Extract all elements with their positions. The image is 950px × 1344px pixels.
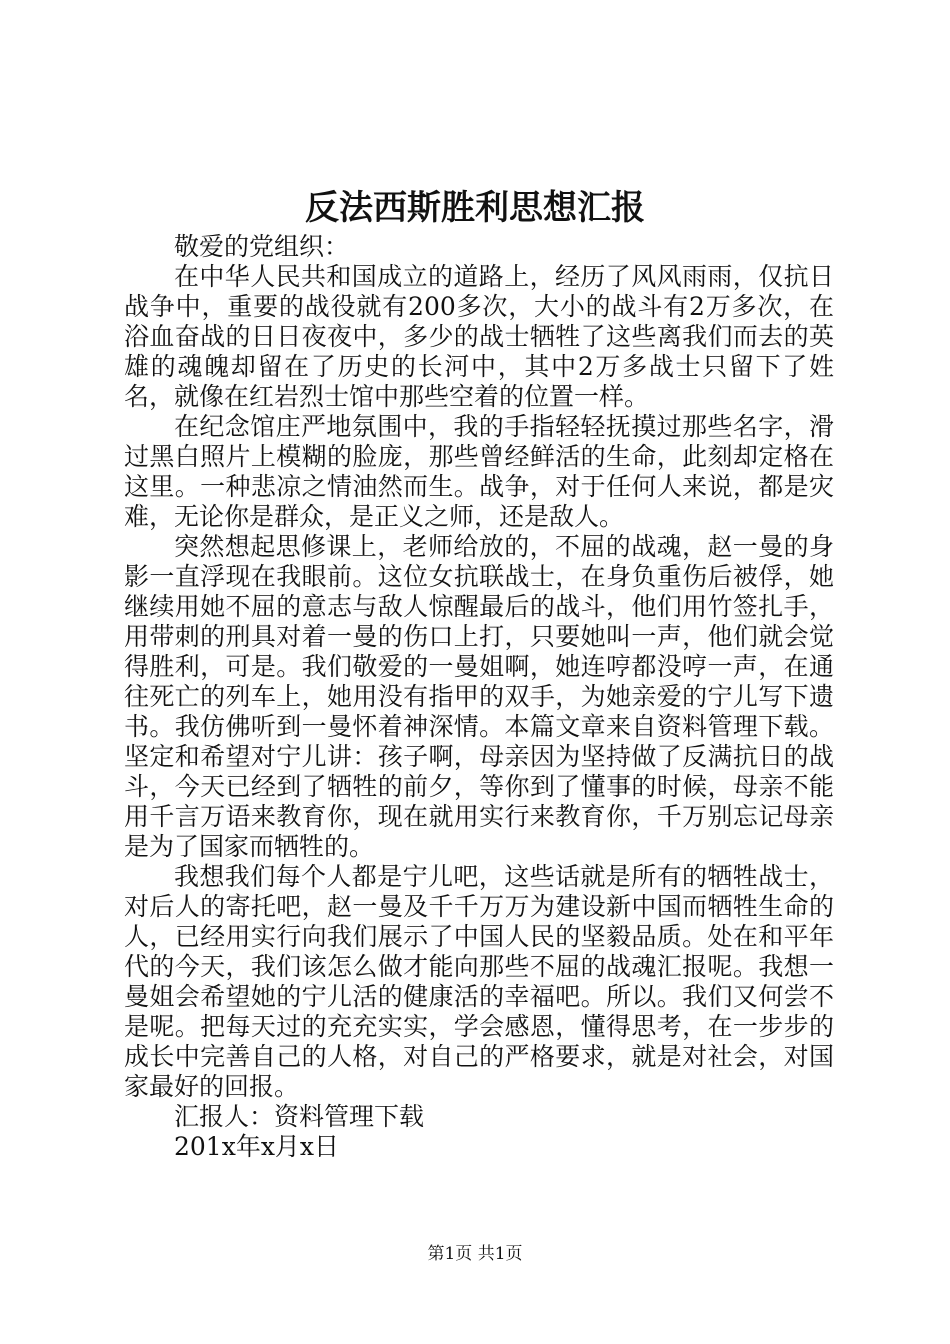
page-footer: 第1页 共1页 — [427, 1244, 523, 1264]
paragraph-3: 突然想起思修课上，老师给放的，不屈的战魂，赵一曼的身影一直浮现在我眼前。这位女抗联战士，在身负重伤后被俘，她继续用她不屈的意志与敌人惊醒最后的战斗，他们用竹签扎手，用带刺的刑具对着一曼的伤口上打，只要她叫一声，他们就会觉得胜利，可是。我们敬爱的一曼姐啊，她连哼都没哼一声，在通往死亡的列车上，她用没有指甲的双手，为她亲爱的宁儿写下遗书。我仿佛听到一曼怀着神深情。本篇文章来自资料管理下载。坚定和希望对宁儿讲：孩子啊，母亲因为坚持做了反满抗日的战斗，今天已经到了牺牲的前夕，等你到了懂事的时候，母亲不能用千言万语来教育你，现在就用实行来教育你，千万别忘记母亲是为了国家而牺牲的。 — [124, 532, 834, 861]
salutation: 敬爱的党组织： — [174, 232, 350, 261]
document-title: 反法西斯胜利思想汇报 — [305, 188, 645, 228]
date-line: 201x年x月x日 — [174, 1132, 340, 1161]
document-body — [124, 232, 834, 1162]
paragraph-1: 在中华人民共和国成立的道路上，经历了风风雨雨，仅抗日战争中，重要的战役就有200多次，大小的战斗有2万多次，在浴血奋战的日日夜夜中，多少的战士牺牲了这些离我们而去的英雄的魂魄却留在了历史的长河中，其中2万多战士只留下了姓名，就像在红岩烈士馆中那些空着的位置一样。 — [124, 262, 834, 411]
paragraph-2: 在纪念馆庄严地氛围中，我的手指轻轻抚摸过那些名字，滑过黑白照片上模糊的脸庞，那些曾经鲜活的生命，此刻却定格在这里。一种悲凉之情油然而生。战争，对于任何人来说，都是灾难，无论你是群众，是正义之师，还是敌人。 — [124, 412, 834, 531]
paragraph-4: 我想我们每个人都是宁儿吧，这些话就是所有的牺牲战士，对后人的寄托吧，赵一曼及千千万万为建设新中国而牺牲生命的人，已经用实行向我们展示了中国人民的坚毅品质。处在和平年代的今天，我们该怎么做才能向那些不屈的战魂汇报呢。我想一曼姐会希望她的宁儿活的健康活的幸福吧。所以。我们又何尝不是呢。把每天过的充充实实，学会感恩，懂得思考，在一步步的成长中完善自己的人格，对自己的严格要求，就是对社会，对国家最好的回报。 — [124, 862, 834, 1101]
reporter-line: 汇报人：资料管理下载 — [174, 1102, 425, 1131]
